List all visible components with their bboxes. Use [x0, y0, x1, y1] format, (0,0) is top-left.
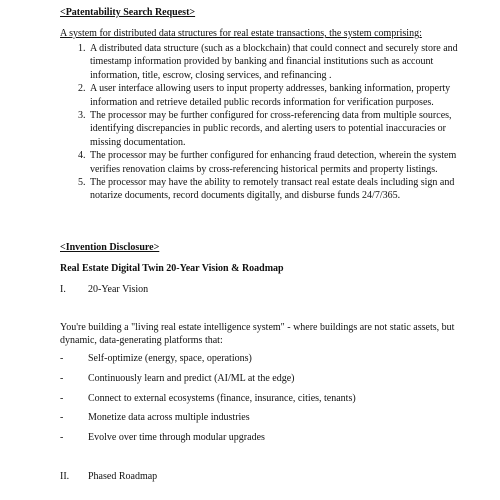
- patentability-heading: <Patentability Search Request>: [60, 7, 196, 18]
- bullet-text: Continuously learn and predict (AI/ML at the edge): [88, 372, 295, 384]
- list-item: [60, 352, 460, 372]
- bullet-text: Self-optimize (energy, space, operations): [88, 353, 252, 364]
- list-item: [60, 431, 460, 451]
- bullet-text: Evolve over time through modular upgrades: [88, 432, 265, 444]
- vision-bullets: [60, 352, 460, 451]
- dash-marker: -: [60, 353, 64, 364]
- claim-item: 3. The processor may be further configured for cross-referencing data from multiple sources, identifying discrepancies in public records, and alerting users to potential inaccuracies or missing documentation.: [88, 109, 468, 149]
- section-label: Phased Roadmap: [88, 471, 158, 482]
- claim-item: 2. A user interface allowing users to input property addresses, banking information, property information and retrieve detailed public records information for verification purposes.: [88, 82, 468, 109]
- bullet-text: Monetize data across multiple industries: [88, 412, 250, 424]
- section-number: I.: [60, 284, 66, 295]
- vision-paragraph: You're building a "living real estate intelligence system" - where buildings are not static assets, but dynamic, data-generating platforms that:: [60, 322, 455, 347]
- dash-marker: -: [60, 432, 64, 444]
- roadmap-title: Real Estate Digital Twin 20-Year Vision & Roadmap: [60, 263, 284, 274]
- claim-item: 1. A distributed data structure (such as a blockchain) that could connect and securely store and timestamp information provided by banking and financial institutions such as account information, title, escrow, closing services, and refinancing .: [88, 42, 468, 82]
- dash-marker: -: [60, 412, 64, 424]
- claim-item: 4. The processor may be further configured for enhancing fraud detection, wherein the system verifies renovation claims by cross-referencing historical permits and property listings.: [88, 149, 468, 176]
- invention-disclosure-heading: <Invention Disclosure>: [60, 242, 160, 253]
- claims-list: [60, 42, 468, 203]
- section-heading: [60, 283, 148, 296]
- section-heading: [60, 470, 157, 483]
- list-item: [60, 392, 460, 412]
- section-label: 20-Year Vision: [88, 284, 149, 295]
- list-item: [60, 372, 460, 392]
- bullet-text: Connect to external ecosystems (finance, insurance, cities, tenants): [88, 392, 356, 404]
- list-item: [60, 411, 460, 431]
- dash-marker: -: [60, 392, 64, 404]
- section-number: II.: [60, 471, 70, 482]
- claim-item: 5. The processor may have the ability to remotely transact real estate deals including sign and notarize documents, record documents digitally, and disburse funds 24/7/365.: [88, 176, 468, 203]
- system-intro: A system for distributed data structures for real estate transactions, the system comprising:: [60, 28, 422, 39]
- dash-marker: -: [60, 372, 64, 384]
